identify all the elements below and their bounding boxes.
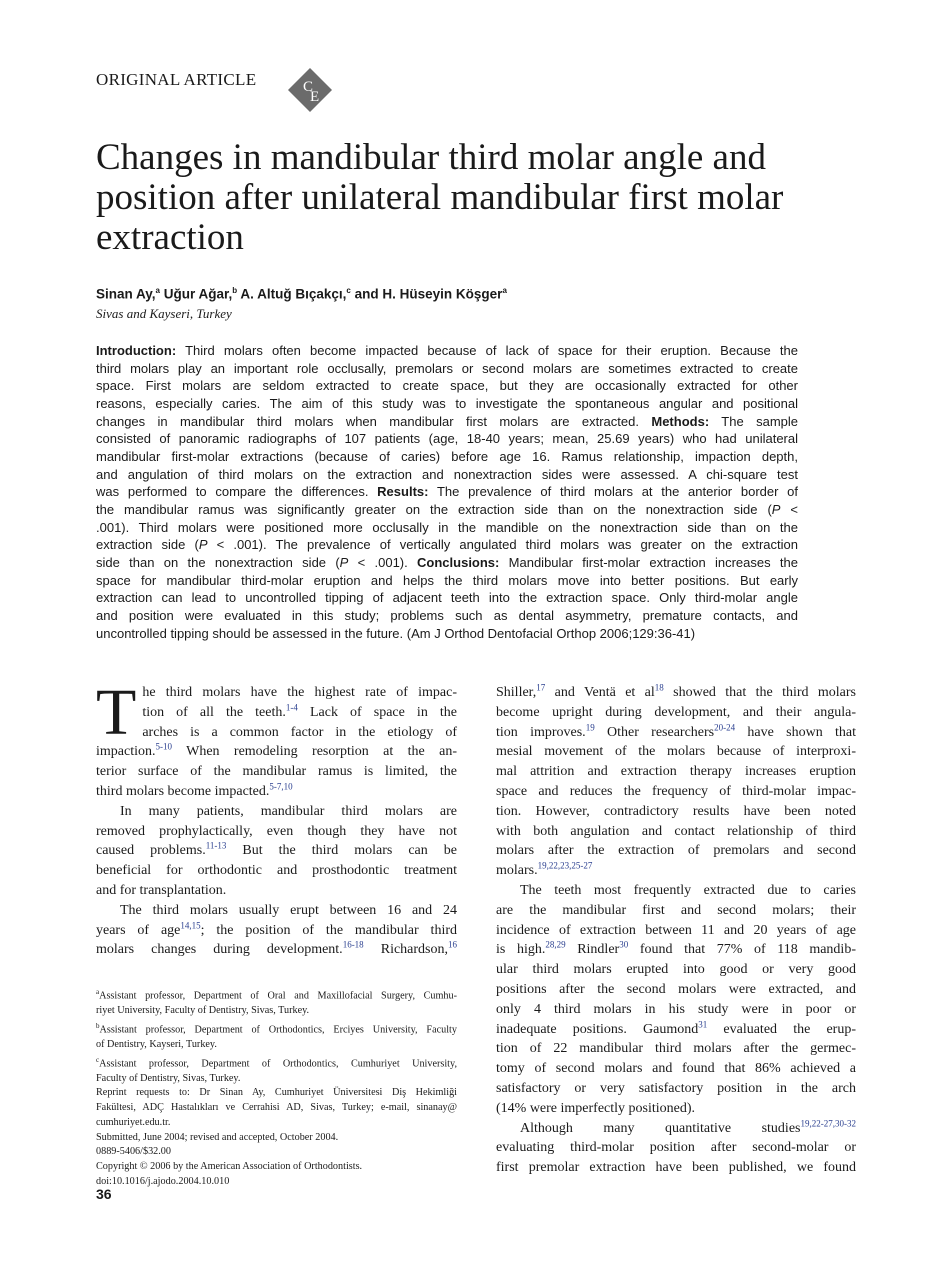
footnote-line: Copyright © 2006 by the American Association of Orthodontists. — [96, 1160, 363, 1172]
author-name: Sinan Ay, — [96, 286, 156, 302]
body-line: mal attrition and extraction therapy increases eruption — [496, 764, 856, 780]
body-line — [96, 841, 457, 861]
reference-link[interactable]: 16-18 — [342, 939, 364, 950]
footnote-mark: c — [96, 1055, 100, 1064]
body-line: evaluating third-molar position after second-molar or — [496, 1140, 856, 1156]
body-line: satisfactory or very satisfactory position in the arch — [496, 1080, 856, 1096]
abstract-text: Mandibular first-molar extraction increases the — [499, 554, 798, 570]
reference-link[interactable]: 30 — [619, 939, 629, 950]
abstract-line: third molars play an important role occlusally, premolars or second molars are sometimes extracted to create — [96, 360, 798, 376]
abstract-line: mandibular first-molar extractions (because of caries) before age 16. Ramus relationship, impaction depth, — [96, 448, 798, 464]
author-name: and H. Hüseyin Köşger — [354, 286, 503, 302]
body-text: molars changes during development. — [96, 942, 343, 958]
body-text: caused problems. — [96, 843, 206, 859]
abstract-line: reasons, especially caries. The aim of this study was to investigate the spontaneous angular and positional — [96, 395, 798, 411]
abstract-text: P — [198, 537, 208, 553]
body-line: and for transplantation. — [96, 882, 227, 898]
abstract-text: changes in mandibular third molars when mandibular first molars are extracted. — [96, 413, 652, 429]
footnote-line: Faculty of Dentistry, Sivas, Turkey. — [96, 1072, 241, 1084]
body-text: years of age — [96, 922, 181, 938]
body-line: The third molars usually erupt between 16 and 24 — [120, 902, 457, 918]
body-line: with both angulation and contact relationship of third — [496, 823, 856, 839]
body-line — [496, 940, 856, 960]
footnote-line: riyet University, Faculty of Dentistry, Sivas, Turkey. — [96, 1005, 310, 1017]
title-line: Changes in mandibular third molar angle and — [96, 137, 766, 178]
body-line: tion. However, contradictory results have been noted — [496, 803, 856, 819]
body-line: he third molars have the highest rate of impac- — [142, 685, 457, 700]
body-line — [96, 782, 457, 802]
body-line — [496, 723, 856, 743]
body-text: Lack of space in the — [297, 704, 457, 720]
footnote-line: cumhuriyet.edu.tr. — [96, 1116, 171, 1128]
footnotes — [96, 985, 457, 1189]
body-line: removed prophylactically, even though they have not — [96, 823, 457, 839]
abstract-label-introduction: Introduction: — [96, 343, 177, 358]
body-text: tion of all the teeth. — [142, 704, 286, 720]
footnote-line: Fakültesi, ADÇ Hastalıkları ve Cerrahisi AD, Sivas, Turkey; e-mail, sinanay@ — [96, 1102, 457, 1114]
body-text: tion improves. — [496, 724, 586, 740]
footnote-mark: b — [96, 1021, 100, 1030]
body-text: is high. — [496, 942, 546, 958]
author-list — [96, 286, 507, 302]
author-affiliation-mark: c — [346, 286, 351, 295]
body-text: Other researchers — [594, 724, 715, 740]
abstract-line: uncontrolled tipping should be assessed in the future. (Am J Orthod Dentofacial Orthop 2006;129:36-41) — [96, 625, 696, 641]
abstract-line — [96, 501, 798, 519]
body-line — [96, 742, 457, 762]
body-line — [96, 921, 457, 941]
body-line: mesial movement of the molars because of interproxi- — [496, 744, 856, 760]
body-line: incidence of extraction between 11 and 20 years of age — [496, 922, 856, 938]
abstract-line: consisted of panoramic radiographs of 107 patients (age, 18-40 years; mean, 25.69 years) who had unilateral — [96, 431, 798, 447]
body-line: molars after the extraction of premolars and second — [496, 843, 856, 859]
footnote-line: of Dentistry, Kayseri, Turkey. — [96, 1038, 217, 1050]
body-line — [496, 861, 856, 881]
body-line: only 4 third molars in his study were in poor or — [496, 1001, 856, 1017]
reference-link[interactable]: 5-7,10 — [269, 781, 293, 792]
abstract-line: extraction can lead to uncontrolled tipping of adjacent teeth into the extraction space. Only third-molar angle — [96, 590, 798, 606]
footnote-text: Assistant professor, Department of Orthodontics, Erciyes University, Faculty — [99, 1024, 457, 1036]
abstract-text: P — [771, 501, 781, 517]
body-text: ; the position of the mandibular third — [200, 922, 457, 938]
body-line: (14% were imperfectly positioned). — [496, 1100, 696, 1116]
body-text: Richardson, — [363, 942, 448, 958]
abstract-text: The sample — [709, 413, 799, 429]
body-text: have shown that — [735, 724, 857, 740]
abstract-text: the mandibular ramus was significantly greater on the extraction side than on the nonextraction side ( — [96, 501, 772, 517]
badge-letter-e: E — [310, 89, 320, 105]
body-text: third molars become impacted. — [96, 783, 270, 799]
reference-link[interactable]: 19 — [585, 721, 595, 732]
abstract-line: .001). Third molars were positioned more occlusally in the mandible on the nonextraction side than on the — [96, 519, 798, 535]
abstract-label-results: Results: — [377, 484, 429, 500]
body-text: Although many quantitative studies — [520, 1120, 801, 1136]
reference-link[interactable]: 16 — [448, 939, 457, 950]
abstract-line: and position were evaluated in this study; problems such as dental asymmetry, premature contacts, and — [96, 607, 798, 623]
body-line: ular third molars erupted into good or very good — [496, 962, 856, 978]
body-line: tion of 22 mandibular third molars after the germec- — [496, 1041, 856, 1057]
abstract-text: P — [339, 554, 349, 570]
body-column-left — [96, 676, 457, 960]
footnote-line — [96, 1019, 457, 1038]
footnote-text: Assistant professor, Department of Oral and Maxillofacial Surgery, Cumhu- — [99, 990, 457, 1002]
abstract-line — [96, 536, 798, 554]
footnote-line — [96, 1053, 457, 1072]
body-text: and Ventä et al — [545, 685, 655, 700]
title-line: extraction — [96, 217, 244, 258]
author-affiliation-mark: b — [232, 286, 238, 295]
badge-letter-c: C — [303, 79, 314, 95]
body-line: first premolar extraction have been published, we found — [496, 1160, 856, 1176]
body-text: Rindler — [565, 942, 620, 958]
reference-link[interactable]: 31 — [698, 1018, 708, 1029]
section-label: ORIGINAL ARTICLE — [96, 70, 257, 89]
title-line: position after unilateral mandibular first molar — [96, 177, 784, 218]
body-line — [496, 1020, 856, 1040]
footnote-text: Assistant professor, Department of Orthodontics, Cumhuriyet University, — [99, 1057, 457, 1069]
reference-link[interactable]: 18 — [654, 682, 664, 693]
body-line: beneficial for orthodontic and prosthodontic treatment — [96, 863, 457, 879]
body-line: arches is a common factor in the etiology of — [142, 724, 457, 740]
body-text: But the third molars can be — [226, 843, 457, 859]
reference-link[interactable]: 17 — [536, 682, 546, 693]
body-text: molars. — [496, 863, 538, 879]
body-line — [496, 1119, 856, 1139]
author-affiliation-mark: a — [155, 286, 160, 295]
abstract-label-conclusions: Conclusions: — [417, 554, 500, 570]
footnote-mark: a — [96, 988, 100, 996]
footnote-line: Submitted, June 2004; revised and accepted, October 2004. — [96, 1131, 339, 1143]
body-text: inadequate positions. Gaumond — [496, 1021, 699, 1037]
body-line: space and reduces the frequency of third-molar impac- — [496, 783, 856, 799]
abstract-text: was performed to compare the differences. — [96, 484, 378, 500]
abstract — [96, 342, 798, 642]
body-text: Shiller, — [496, 685, 537, 700]
author-location: Sivas and Kayseri, Turkey — [96, 306, 232, 321]
page-number: 36 — [96, 1186, 112, 1202]
abstract-text: side than on the nonextraction side ( — [96, 554, 340, 570]
footnote-line: 0889-5406/$32.00 — [96, 1146, 171, 1158]
reference-link[interactable]: 28,29 — [545, 939, 566, 950]
abstract-label-methods: Methods: — [651, 413, 710, 429]
body-column-right — [496, 683, 856, 1178]
reference-link[interactable]: 1-4 — [285, 702, 298, 713]
abstract-text: Third molars often become impacted because of lack of space for their eruption. Because the — [176, 343, 798, 358]
body-line: terior surface of the mandibular ramus is limited, the — [96, 764, 457, 780]
author-affiliation-mark: a — [502, 286, 507, 295]
body-line: positions after the second molars were extracted, and — [496, 981, 856, 997]
body-line: are the mandibular first and second molars; their — [496, 902, 856, 918]
author-name: Uğur Ağar, — [163, 286, 233, 302]
body-text: evaluated the erup- — [707, 1021, 856, 1037]
body-text: found that 77% of 118 mandib- — [628, 942, 856, 958]
body-line — [496, 683, 856, 703]
abstract-line — [96, 413, 798, 431]
abstract-line: and angulation of third molars on the extraction and nonextraction sides were assessed. A chi-square test — [96, 466, 798, 482]
body-line: In many patients, mandibular third molars are — [120, 803, 457, 819]
body-text: impaction. — [96, 744, 156, 760]
body-line: The teeth most frequently extracted due to caries — [520, 882, 856, 898]
reference-link[interactable]: 20-24 — [714, 721, 736, 732]
article-title — [96, 138, 886, 258]
body-line: become upright during development, and their angula- — [496, 704, 856, 720]
reference-link[interactable]: 19,22-27,30-32 — [800, 1117, 856, 1128]
abstract-line — [96, 342, 798, 360]
body-line: tomy of second molars and found that 86% achieved a — [496, 1061, 856, 1077]
body-line — [96, 703, 457, 723]
abstract-text: The prevalence of third molars at the anterior border of — [428, 484, 799, 500]
abstract-line — [96, 554, 798, 572]
reference-link[interactable]: 19,22,23,25-27 — [537, 860, 593, 871]
abstract-line: space for mandibular third-molar eruption and helps the third molars move into better positions. But early — [96, 572, 798, 588]
body-text: When remodeling resorption at the an- — [172, 744, 457, 760]
author-name: A. Altuğ Bıçakçı, — [240, 286, 347, 302]
reference-link[interactable]: 5-10 — [155, 741, 172, 752]
body-text: showed that the third molars — [663, 685, 857, 700]
doi-link[interactable]: doi:10.1016/j.ajodo.2004.10.010 — [96, 1175, 230, 1187]
body-line — [96, 940, 457, 960]
reference-link[interactable]: 14,15 — [180, 919, 201, 930]
abstract-text: extraction side ( — [96, 537, 199, 553]
footnote-line — [96, 985, 457, 1004]
abstract-line — [96, 483, 798, 501]
abstract-text: < — [780, 501, 798, 517]
abstract-text: < .001). The prevalence of vertically angulated third molars was greater on the extraction — [207, 537, 798, 553]
abstract-line: space. First molars are seldom extracted to create space, but they are occasionally extracted for other — [96, 378, 798, 394]
reference-link[interactable]: 11-13 — [205, 840, 227, 851]
drop-cap: T — [96, 676, 137, 749]
footnote-line: Reprint requests to: Dr Sinan Ay, Cumhuriyet Üniversitesi Diş Hekimliği — [96, 1087, 457, 1099]
continuing-education-icon — [286, 66, 334, 114]
abstract-text: < .001). — [348, 554, 418, 570]
